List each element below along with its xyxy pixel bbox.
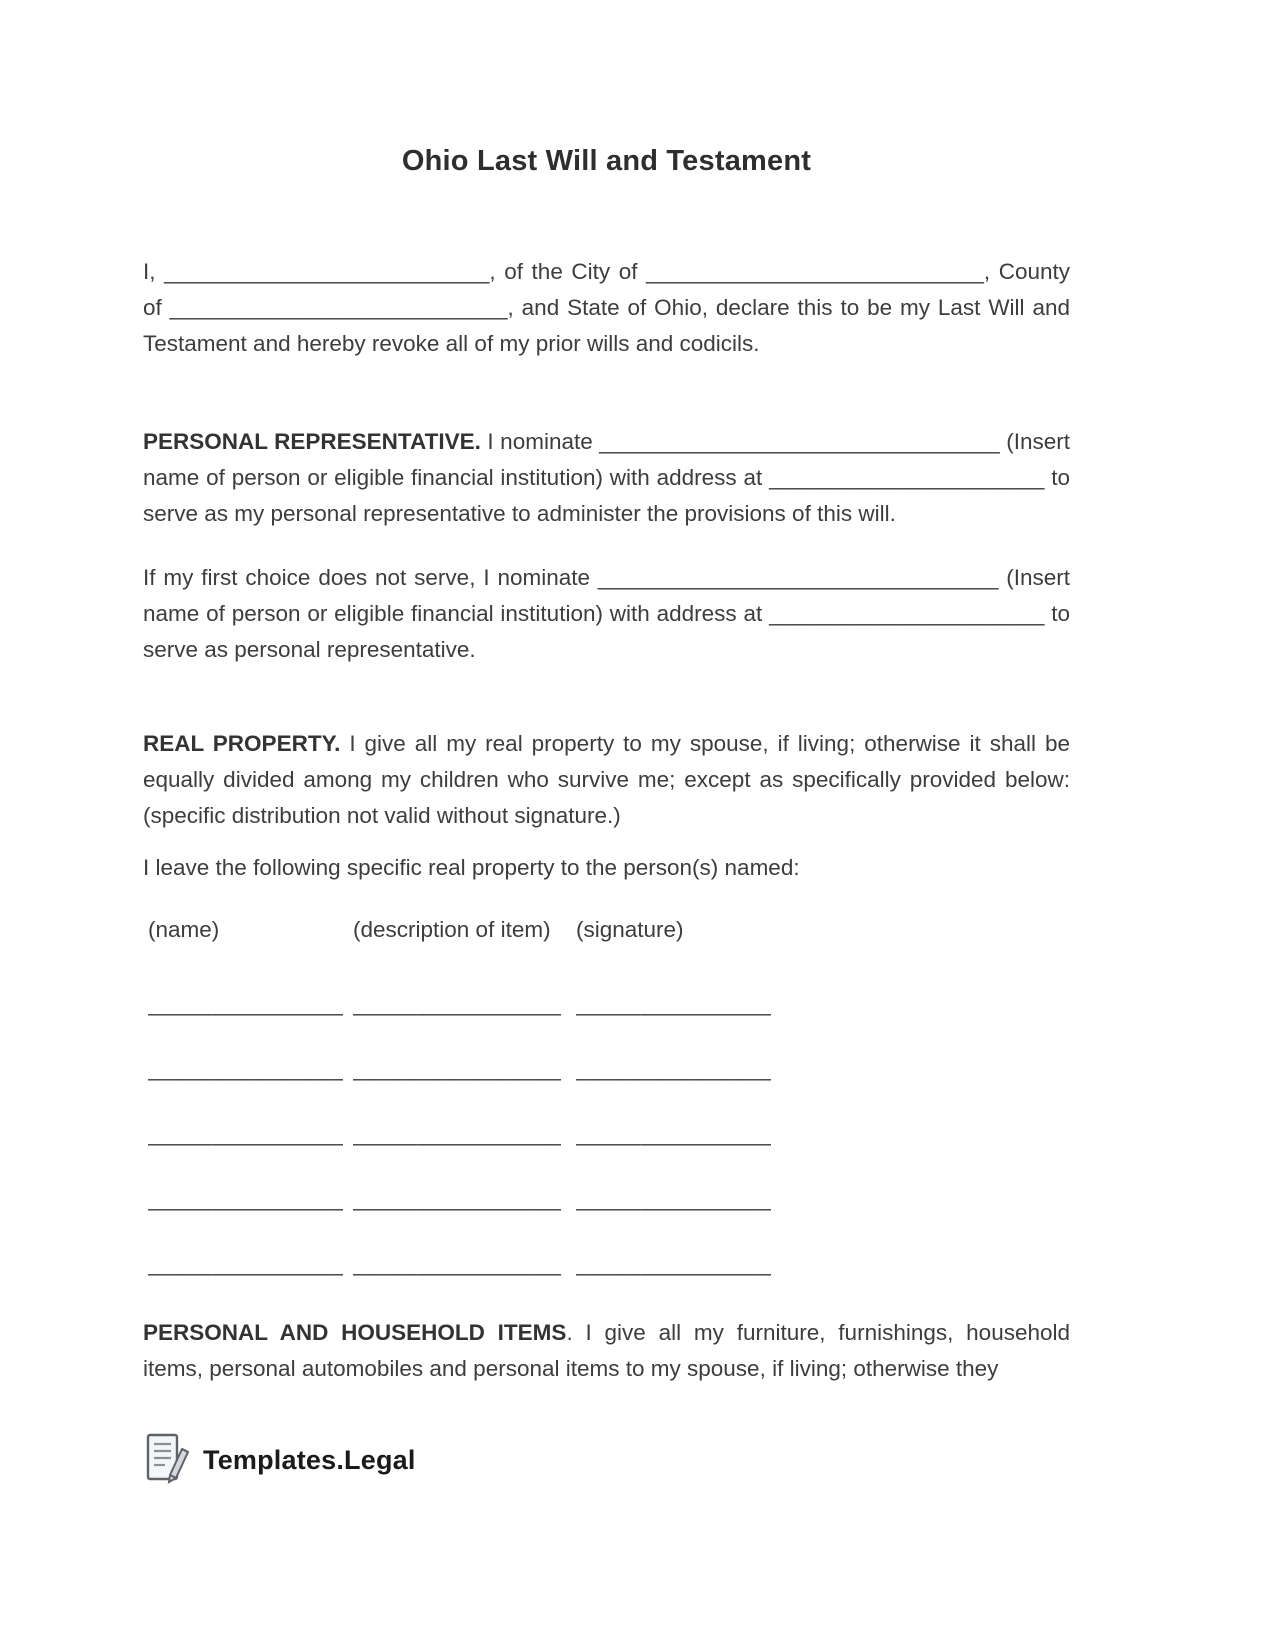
personal-household-heading: PERSONAL AND HOUSEHOLD ITEMS <box>143 1320 567 1345</box>
blank-field-signature: _______________ <box>576 1121 772 1146</box>
personal-representative-text-2: If my first choice does not serve, I nominate ________________________________ (Insert name of person or eligible financial institution) with address at ______________________ to serve as personal representative. <box>143 565 1070 662</box>
real-property-lead-in-text: I leave the following specific real property to the person(s) named: <box>143 855 800 880</box>
personal-representative-heading: PERSONAL REPRESENTATIVE. <box>143 429 481 454</box>
personal-household-text: . I give all my furniture, furnishings, household items, personal automobiles and personal items to my spouse, if living; otherwise they <box>143 1320 1071 1381</box>
blank-field-description: ________________ <box>353 1251 562 1276</box>
table-row <box>148 1250 1070 1278</box>
column-header-description: (description of item) <box>353 917 551 942</box>
real-property-text-1: I give all my real property to my spouse, if living; otherwise it shall be equally divided among my children who survive me; except as specifically provided below: (specific distribution not valid without signature.) <box>143 731 1071 828</box>
blank-field-name: _______________ <box>148 1056 344 1081</box>
blank-field-name: _______________ <box>148 1121 344 1146</box>
column-header-signature: (signature) <box>576 917 684 942</box>
blank-field-signature: _______________ <box>576 1056 772 1081</box>
blank-field-signature: _______________ <box>576 1251 772 1276</box>
intro-text: I, __________________________, of the City of ___________________________, County of ___________________________, and State of Ohio, declare this to be my Last Will and Testament and hereby revoke all of my prior wills and codicils. <box>143 259 1070 356</box>
document-pencil-icon <box>143 1432 189 1489</box>
table-row <box>148 990 1070 1018</box>
column-header-name: (name) <box>148 917 220 942</box>
blank-field-description: ________________ <box>353 1186 562 1211</box>
intro-paragraph <box>143 254 1070 362</box>
document-title: Ohio Last Will and Testament <box>401 145 812 177</box>
footer-brand-block <box>143 1432 416 1489</box>
real-property-heading: REAL PROPERTY. <box>143 731 341 756</box>
blank-field-description: ________________ <box>353 991 562 1016</box>
blank-field-description: ________________ <box>353 1056 562 1081</box>
blank-field-name: _______________ <box>148 991 344 1016</box>
blank-field-signature: _______________ <box>576 991 772 1016</box>
personal-representative-paragraph-1 <box>143 424 1070 532</box>
real-property-paragraph-1 <box>143 726 1070 834</box>
table-row <box>148 1120 1070 1148</box>
blank-field-name: _______________ <box>148 1186 344 1211</box>
personal-household-paragraph <box>143 1315 1070 1387</box>
blank-field-signature: _______________ <box>576 1186 772 1211</box>
table-row <box>148 1055 1070 1083</box>
table-header-row <box>148 916 1070 944</box>
footer-brand-text: Templates.Legal <box>203 1445 416 1475</box>
real-property-lead-in <box>143 850 1070 886</box>
personal-representative-paragraph-2 <box>143 560 1070 668</box>
table-row <box>148 1185 1070 1213</box>
personal-representative-text-1: I nominate ________________________________ (Insert name of person or eligible financial institution) with address at ______________________ to serve as my personal representative to administer the provisions of this will. <box>143 429 1070 526</box>
blank-field-description: ________________ <box>353 1121 562 1146</box>
blank-field-name: _______________ <box>148 1251 344 1276</box>
real-property-table <box>148 916 1070 1278</box>
